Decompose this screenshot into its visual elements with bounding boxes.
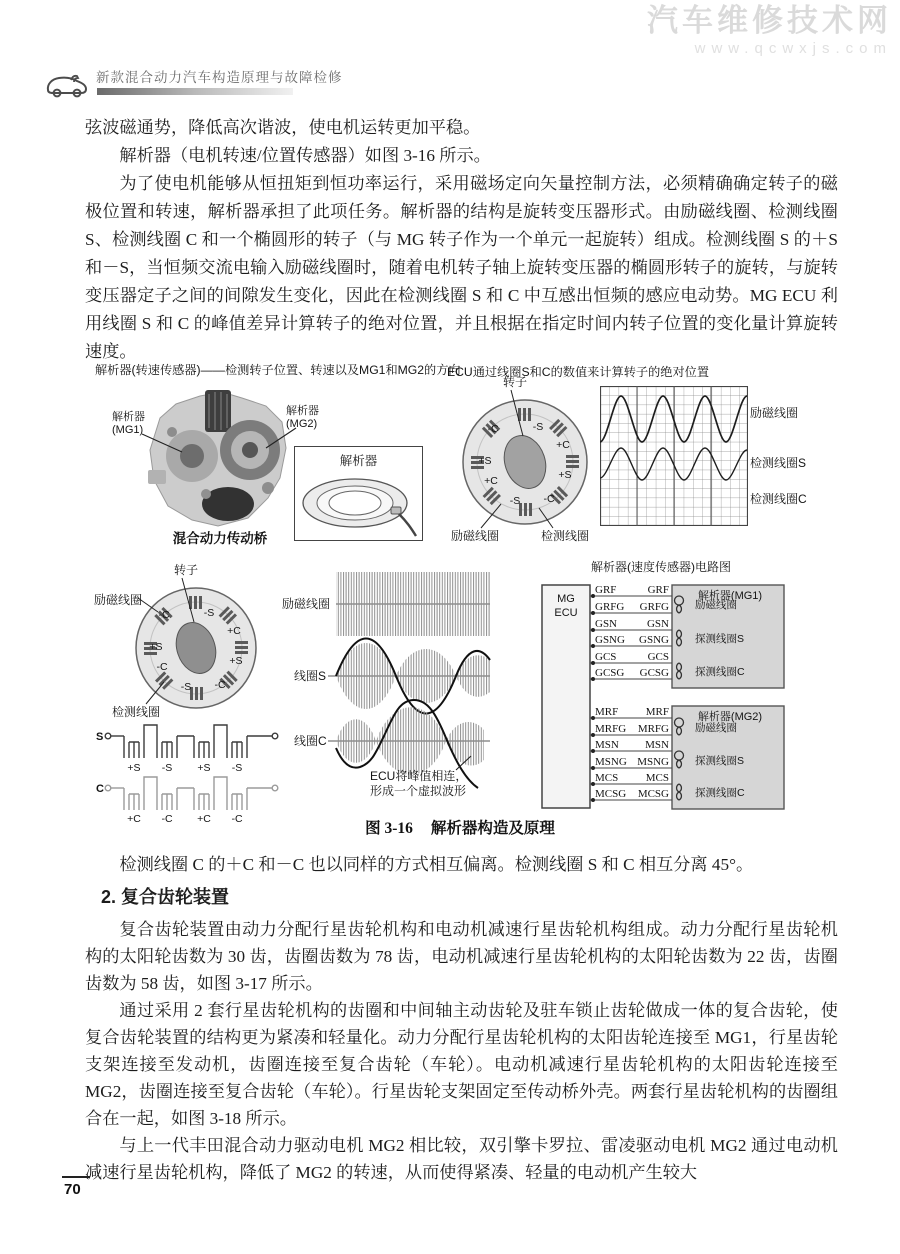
signal-label: GRFG	[639, 601, 669, 613]
coil-row-label: 励磁线圈	[695, 722, 737, 734]
coil-chain-diagram	[94, 716, 294, 824]
pole-label: -C	[543, 493, 555, 505]
paragraph: 为了使电机能够从恒扭矩到恒功率运行，采用磁场定向矢量控制方法，必须精确确定转子的磁极位置和转速，解析器承担了此项任务。解析器的结构是旋转变压器形式。由励磁线圈、检测线圈 S、检测线圈 C 和一个椭圆形的转子（与 MG 转子作为一个单元一起旋转）组成。检测线圈 S 的＋S 和－S，当恒频交流电输入励磁线圈时，随着电机转子轴上旋转变压器的椭圆形转子的旋转，与旋转变压器定子之间的间隙发生变化，因此在检测线圈 S 和 C 中互感出恒频的感应电动势。MG ECU 利用线圈 S 和 C 的峰值差异计算转子的绝对位置，并且根据在指定时间内转子位置的变化量计算旋转速度。	[85, 174, 838, 361]
coil-tag: +S	[127, 762, 141, 774]
coil-row-label: 探测线圈S	[695, 755, 745, 767]
signal-label: MCSG	[637, 788, 669, 800]
page-header-title: 新款混合动力汽车构造原理与故障检修	[96, 70, 343, 85]
coil-row-label: 探测线圈C	[695, 666, 745, 678]
signal-label: GRF	[595, 584, 617, 596]
body-text-top	[85, 114, 838, 366]
panel-a-header: 解析器(转速传感器)——检测转子位置、转速以及MG1和MG2的方向	[95, 363, 461, 377]
detect-coil-label: 检测线圈	[112, 705, 161, 719]
figure-caption	[10, 816, 900, 838]
resolver-mg2-label-line2: (MG2)	[286, 418, 318, 430]
header-gradient-bar	[97, 88, 293, 95]
signal-label: MCS	[595, 772, 619, 784]
resolver-mg1-label-line2: (MG1)	[112, 424, 144, 436]
figure-caption-number: 图 3-16	[365, 820, 413, 837]
coil-row-label: 探测线圈S	[695, 633, 745, 645]
resolver-ring-drawing	[295, 467, 422, 539]
circuit-title: 解析器(速度传感器)电路图	[591, 560, 731, 574]
footer-rule	[62, 1176, 90, 1178]
signal-label: GSNG	[595, 634, 625, 646]
paragraph: 解析器（电机转速/位置传感器）如图 3-16 所示。	[119, 146, 491, 165]
modulated-waveforms	[278, 560, 496, 808]
signal-label: GCSG	[639, 667, 669, 679]
coil-tag: -S	[231, 762, 243, 774]
mod-label-coil-s: 线圈S	[294, 669, 327, 683]
coil-tag: -C	[231, 813, 243, 824]
ecu-box-label2: ECU	[554, 607, 578, 619]
mod-label-coil-c: 线圈C	[294, 734, 327, 748]
resolver-mg2-label-line1: 解析器	[286, 405, 319, 417]
pole-label: +S	[478, 455, 492, 467]
paragraph: 复合齿轮装置由动力分配行星齿轮机构和电动机减速行星齿轮机构组成。动力分配行星齿轮机构的太阳轮齿数为 30 齿，齿圈齿数为 78 齿，电动机减速行星齿轮机构的太阳轮齿数为 22 齿，齿圈齿数为 58 齿，如图 3-17 所示。	[85, 920, 838, 993]
resolver-section-b	[94, 562, 294, 726]
resolver-inset-title: 解析器	[339, 454, 378, 468]
signal-label: MRF	[595, 706, 619, 718]
signal-label: MCSG	[595, 788, 627, 800]
signal-label: GSNG	[639, 634, 669, 646]
pole-label: -C	[158, 609, 170, 621]
pole-label: -C	[487, 423, 499, 435]
watermark	[647, 4, 892, 58]
coil-row-label: 励磁线圈	[695, 599, 737, 611]
s-terminal: S	[96, 731, 104, 743]
signal-label: MRF	[645, 706, 669, 718]
pole-label: -C	[156, 661, 168, 673]
mod-label-excite: 励磁线圈	[282, 597, 331, 611]
excite-coil-label: 励磁线圈	[94, 593, 143, 607]
pole-label: -S	[532, 421, 544, 433]
rotor-label: 转子	[503, 375, 528, 389]
ecu-note-line1: ECU将峰值相连，	[370, 769, 468, 783]
signal-label: GRF	[647, 584, 669, 596]
signal-label: GCS	[595, 651, 617, 663]
signal-label: MSNG	[637, 756, 669, 768]
signal-label: GCS	[647, 651, 669, 663]
coil-tag: +S	[197, 762, 211, 774]
mg1-box-title: 解析器(MG1)	[697, 590, 763, 602]
paragraph: 弦波磁通势，降低高次谐波，使电机运转更加平稳。	[85, 118, 481, 137]
signal-label: MCS	[645, 772, 669, 784]
photo-caption: 混合动力传动桥	[172, 531, 268, 546]
figure-3-16	[0, 356, 900, 851]
paragraph: 与上一代丰田混合动力驱动电机 MG2 相比较，双引擎卡罗拉、雷凌驱动电机 MG2 通过电动机减速行星齿轮机构，降低了 MG2 的转速，从而使得紧凑、轻量的电动机产生较大	[85, 1136, 838, 1182]
coil-tag: +C	[197, 813, 211, 824]
watermark-title: 汽车维修技术网	[647, 3, 892, 38]
coil-tag: +C	[127, 813, 141, 824]
watermark-url: www.qcwxjs.com	[694, 40, 892, 58]
detect-coil-label: 检测线圈	[541, 529, 590, 543]
signal-label: MRFG	[595, 723, 627, 735]
pole-label: +S	[558, 469, 572, 481]
pole-label: +S	[229, 655, 243, 667]
pole-label: -C	[214, 679, 226, 691]
signal-label: MSN	[595, 739, 619, 751]
resolver-inset-box	[294, 446, 423, 541]
excite-coil-label: 励磁线圈	[451, 529, 500, 543]
panel-b-header: ECU通过线圈S和C的数值来计算转子的绝对位置	[447, 365, 710, 379]
wave-label-coil-c: 检测线圈C	[750, 492, 807, 506]
page-number: 70	[64, 1181, 81, 1198]
pole-label: -S	[203, 607, 215, 619]
signal-label: GSN	[646, 618, 669, 630]
signal-label: GCSG	[595, 667, 625, 679]
pole-label: +S	[149, 641, 163, 653]
signal-label: MSNG	[595, 756, 627, 768]
mg2-box-title: 解析器(MG2)	[697, 711, 763, 723]
pole-label: +C	[484, 475, 498, 487]
paragraph: 检测线圈 C 的＋C 和－C 也以同样的方式相互偏离。检测线圈 S 和 C 相互分离 45°。	[119, 855, 754, 874]
ecu-note-line2: 形成一个虚拟波形	[370, 784, 467, 798]
pole-label: +C	[556, 439, 570, 451]
c-terminal: C	[96, 783, 104, 795]
resolver-mg1-label-line1: 解析器	[112, 411, 145, 423]
waveform-grid	[600, 386, 748, 526]
figure-caption-text: 解析器构造及原理	[430, 820, 555, 837]
wave-label-excite: 励磁线圈	[750, 406, 799, 420]
coil-row-label: 探测线圈C	[695, 787, 745, 799]
pole-label: -S	[509, 495, 521, 507]
coil-tag: -C	[161, 813, 173, 824]
resolver-circuit-diagram	[533, 556, 865, 818]
body-text-bottom	[85, 851, 838, 1186]
car-ev-icon	[44, 68, 90, 98]
signal-label: GSN	[595, 618, 618, 630]
signal-label: MRFG	[637, 723, 669, 735]
coil-tag: -S	[161, 762, 173, 774]
section-heading: 2. 复合齿轮装置	[101, 887, 230, 907]
signal-label: GRFG	[595, 601, 625, 613]
wave-label-coil-s: 检测线圈S	[750, 456, 807, 470]
signal-label: MSN	[645, 739, 669, 751]
paragraph: 通过采用 2 套行星齿轮机构的齿圈和中间轴主动齿轮及驻车锁止齿轮做成一体的复合齿轮，使复合齿轮装置的结构更为紧凑和轻量化。动力分配行星齿轮机构的太阳齿轮连接至 MG1，行星齿轮支架连接至发动机，齿圈连接至复合齿轮（车轮）。电动机减速行星齿轮机构的太阳齿轮连接至 MG2，齿圈连接至复合齿轮（车轮）。行星齿轮支架固定至传动桥外壳。两套行星齿轮机构的齿圈组合在一起，如图 3-18 所示。	[85, 1001, 838, 1128]
rotor-label: 转子	[174, 563, 199, 577]
resolver-section-a	[441, 372, 609, 544]
pole-label: +C	[227, 625, 241, 637]
pole-label: -S	[180, 681, 192, 693]
ecu-box-label1: MG	[557, 593, 575, 605]
